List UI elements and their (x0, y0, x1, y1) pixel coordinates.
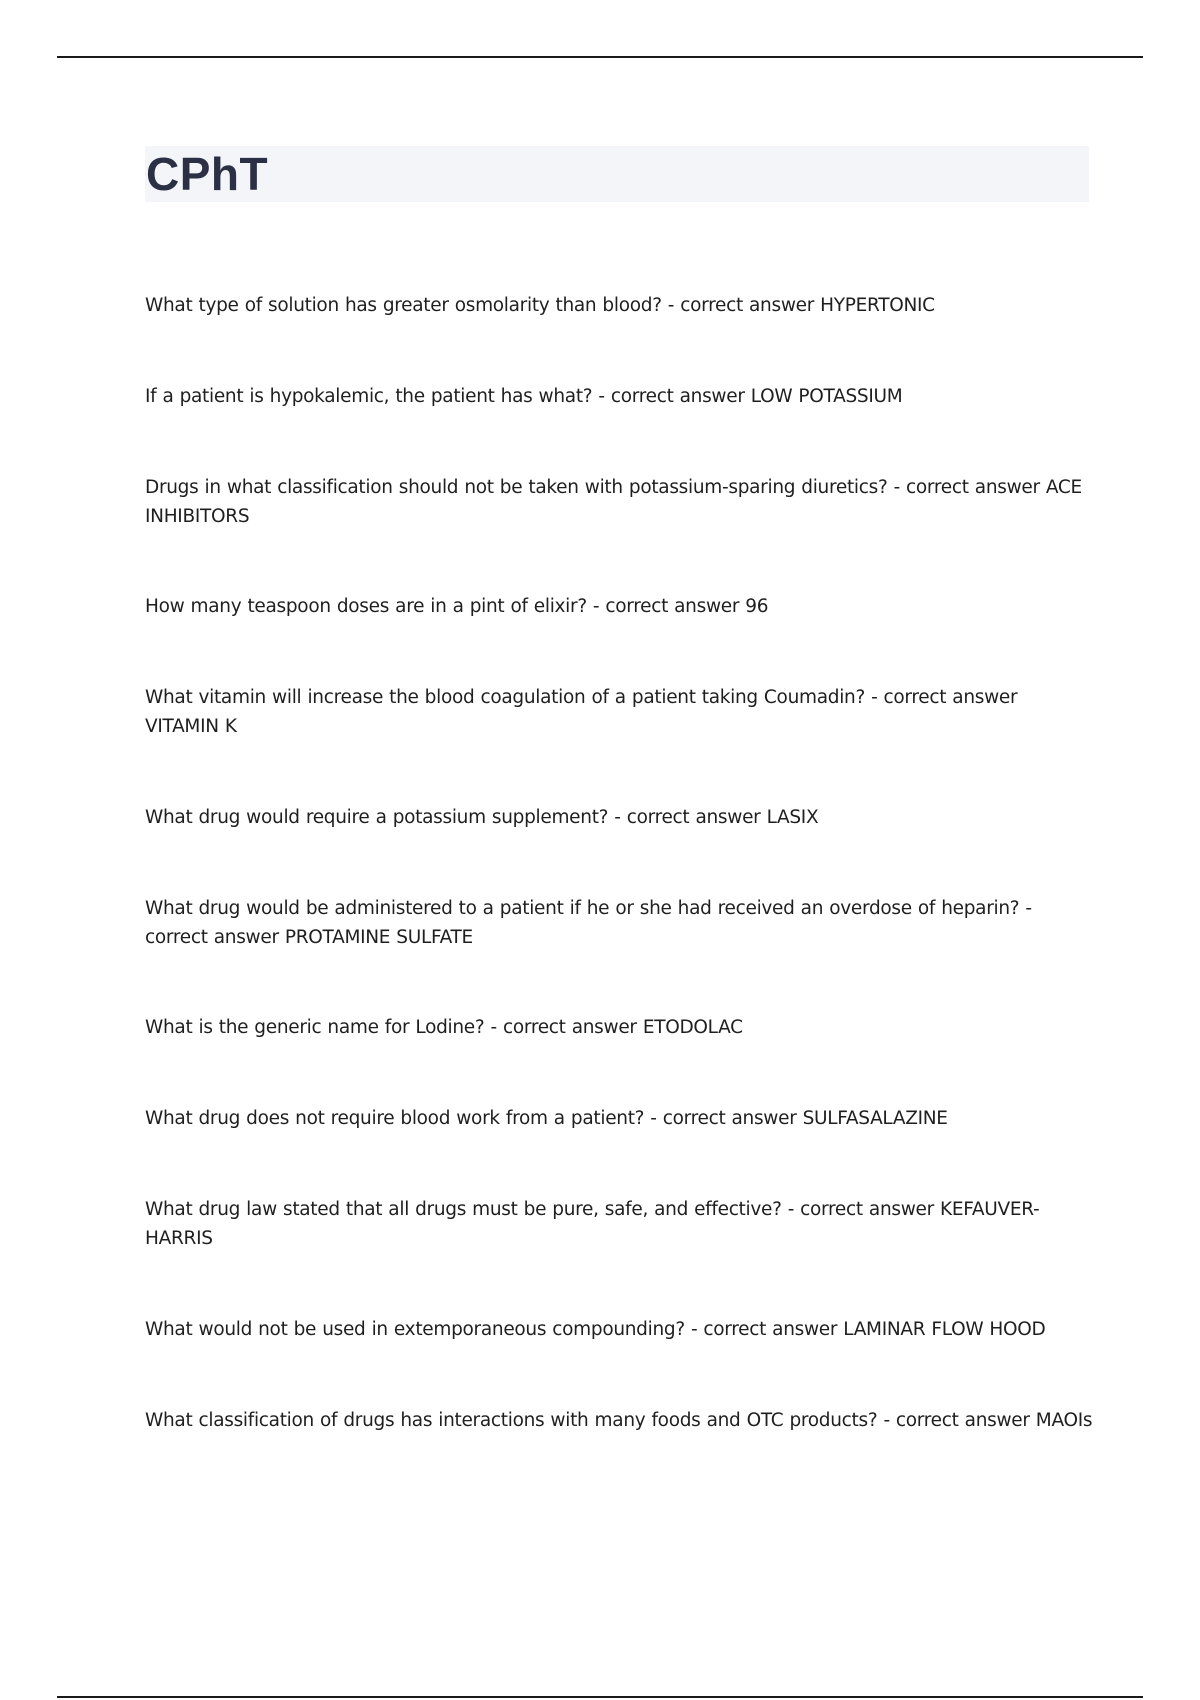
qa-item (145, 291, 1095, 320)
answer-separator: - correct answer (145, 898, 1032, 948)
question-text: What drug would require a potassium supplement? (145, 807, 609, 828)
answer-text: PROTAMINE SULFATE (284, 927, 473, 948)
qa-item (145, 592, 1095, 621)
answer-text: 96 (745, 596, 769, 617)
answer-text: VITAMIN K (145, 716, 237, 737)
qa-item (145, 1104, 1095, 1133)
answer-separator: - correct answer (484, 1017, 643, 1038)
question-text: What classification of drugs has interactions with many foods and OTC products? (145, 1410, 878, 1431)
answer-text: ACE INHIBITORS (145, 477, 1082, 527)
question-text: What type of solution has greater osmolarity than blood? (145, 295, 662, 316)
answer-separator: - correct answer (608, 807, 767, 828)
qa-item (145, 382, 1095, 411)
answer-text: ETODOLAC (642, 1017, 743, 1038)
question-text: What drug law stated that all drugs must be pure, safe, and effective? (145, 1199, 782, 1220)
answer-text: SULFASALAZINE (802, 1108, 948, 1129)
answer-text: KEFAUVER-HARRIS (145, 1199, 1040, 1249)
question-text: What vitamin will increase the blood coagulation of a patient taking Coumadin? (145, 687, 865, 708)
qa-item (145, 473, 1095, 531)
question-text: What drug would be administered to a patient if he or she had received an overdose of heparin? (145, 898, 1020, 919)
answer-separator: - correct answer (644, 1108, 803, 1129)
question-text: How many teaspoon doses are in a pint of elixir? (145, 596, 587, 617)
answer-separator: - correct answer (684, 1319, 844, 1340)
question-text: What is the generic name for Lodine? (145, 1017, 485, 1038)
answer-separator: - correct answer (864, 687, 1018, 708)
answer-text: LAMINAR FLOW HOOD (843, 1319, 1046, 1340)
answer-separator: - correct answer (661, 295, 821, 316)
answer-text: LOW POTASSIUM (750, 386, 903, 407)
answer-separator: - correct answer (887, 477, 1046, 498)
answer-separator: - correct answer (586, 596, 746, 617)
answer-separator: - correct answer (781, 1199, 941, 1220)
question-text: What drug does not require blood work from a patient? (145, 1108, 645, 1129)
qa-item (145, 803, 1095, 832)
answer-separator: - correct answer (592, 386, 751, 407)
top-rule (57, 56, 1143, 58)
answer-text: HYPERTONIC (820, 295, 935, 316)
qa-item (145, 1195, 1095, 1253)
qa-item (145, 683, 1095, 741)
bottom-rule (57, 1696, 1143, 1698)
qa-item (145, 1315, 1095, 1344)
answer-separator: - correct answer (877, 1410, 1036, 1431)
question-text: Drugs in what classification should not be taken with potassium-sparing diuretics? (145, 477, 888, 498)
qa-item (145, 1013, 1095, 1042)
qa-item (145, 1406, 1095, 1435)
question-text: If a patient is hypokalemic, the patient has what? (145, 386, 593, 407)
answer-text: LASIX (766, 807, 819, 828)
qa-item (145, 894, 1095, 952)
document-title: CPhT (146, 148, 269, 200)
question-text: What would not be used in extemporaneous compounding? (145, 1319, 685, 1340)
title-banner (145, 146, 1089, 202)
answer-text: MAOIs (1035, 1410, 1093, 1431)
